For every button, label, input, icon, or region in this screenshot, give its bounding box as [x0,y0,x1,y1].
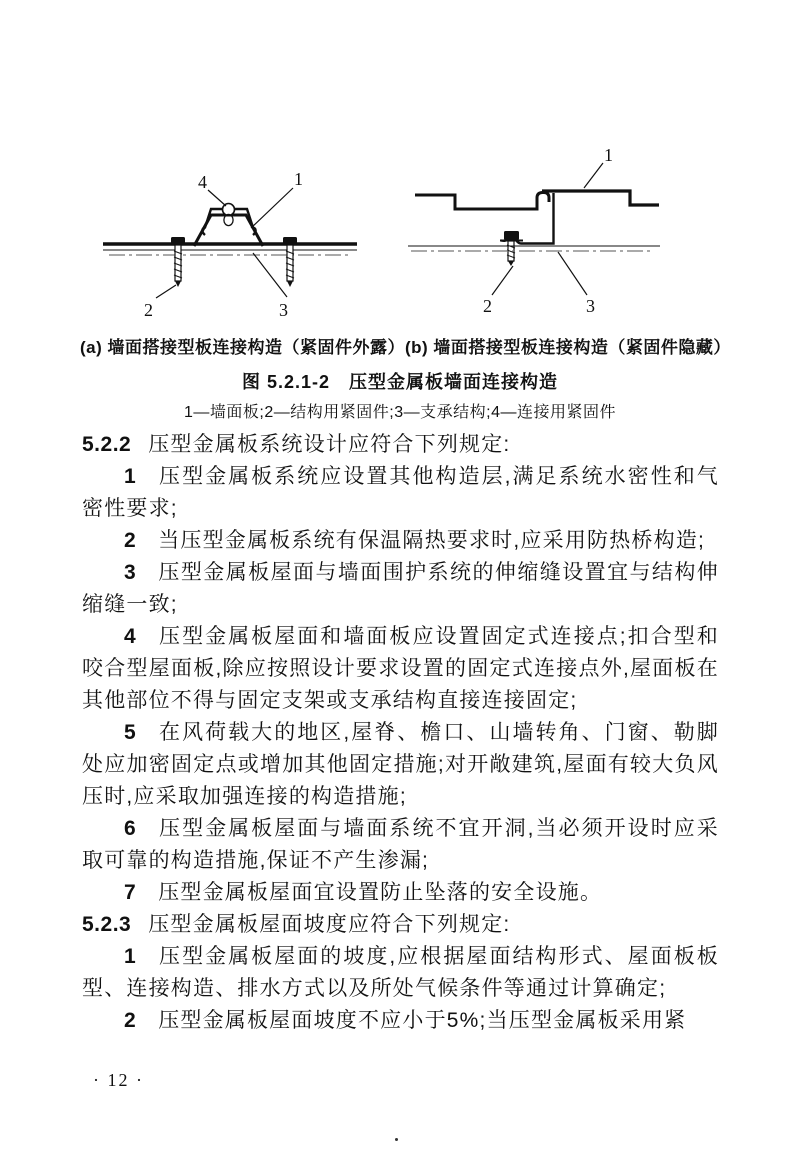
diagram-a-label-3: 3 [279,300,288,320]
clause-number: 5.2.2 [82,433,132,456]
diagram-hidden-fastener [403,135,723,322]
item-number: 7 [124,881,137,904]
item-number: 2 [124,1009,137,1032]
scan-artifact-dot [395,1138,398,1141]
clause-item [82,1005,719,1037]
clause-item [82,877,719,909]
item-number: 4 [124,625,137,648]
figure-captions [80,333,731,358]
diagram-b-label-3: 3 [586,296,595,316]
item-number: 2 [124,529,137,552]
clause-item [82,941,719,1005]
clause-item [82,525,719,557]
item-text: 压型金属板屋面与墙面系统不宜开洞,当必须开设时应采取可靠的构造措施,保证不产生渗漏; [82,817,719,872]
leader-line [253,253,287,297]
clause-text: 压型金属板屋面坡度应符合下列规定: [148,913,511,936]
figure-title: 图 5.2.1-2 压型金属板墙面连接构造 [241,372,559,392]
clause-item [82,813,719,877]
clause-item [82,621,719,717]
clause-item [82,461,719,525]
caption-a: (a) 墙面搭接型板连接构造（紧固件外露） [80,338,405,357]
diagram-exposed-fastener [95,140,365,322]
diagram-a-label-4: 4 [198,172,207,192]
clause-item [82,717,719,813]
item-number: 3 [124,561,137,584]
item-text: 当压型金属板系统有保温隔热要求时,应采用防热桥构造; [158,529,706,552]
panel-rib [194,215,263,246]
structural-screw-hidden [500,231,523,266]
diagram-b-label-2: 2 [483,296,492,316]
leader-line [251,188,293,228]
leader-line [492,266,513,295]
leader-line [558,252,587,295]
structural-screw-right [283,237,297,287]
diagram-a-label-1: 1 [294,169,303,189]
caption-b: (b) 墙面搭接型板连接构造（紧固件隐藏） [405,338,731,357]
body-text [82,429,719,1037]
clause-item [82,557,719,621]
page-number: · 12 · [93,1070,144,1090]
figure-legend: 1—墙面板;2—结构用紧固件;3—支承结构;4—连接用紧固件 [184,404,616,421]
item-text: 在风荷载大的地区,屋脊、檐口、山墙转角、门窗、勒脚处应加密固定点或增加其他固定措施;对开敞建筑,屋面有较大负风压时,应采取加强连接的构造措施; [82,721,719,808]
item-text: 压型金属板屋面宜设置防止坠落的安全设施。 [158,881,603,904]
item-text: 压型金属板屋面与墙面围护系统的伸缩缝设置宜与结构伸缩缝一致; [82,561,719,616]
left-panel [415,193,549,210]
item-text: 压型金属板屋面和墙面板应设置固定式连接点;扣合型和咬合型屋面板,除应按照设计要求设置的固定式连接点外,屋面板在其他部位不得与固定支架或支承结构直接连接固定; [82,625,719,712]
item-number: 6 [124,817,137,840]
diagram-b-label-1: 1 [604,145,613,165]
clause-5-2-3 [82,909,719,941]
clause-5-2-2 [82,429,719,461]
item-number: 1 [124,465,137,488]
item-text: 压型金属板屋面坡度不应小于5%;当压型金属板采用紧 [158,1009,687,1032]
diagram-a-label-2: 2 [144,300,153,320]
item-number: 5 [124,721,137,744]
clause-text: 压型金属板系统设计应符合下列规定: [148,433,511,456]
connection-fastener [223,204,235,216]
leader-line [584,163,603,188]
item-number: 1 [124,945,137,968]
structural-screw-left [171,237,185,287]
right-panel [542,191,659,205]
item-text: 压型金属板屋面的坡度,应根据屋面结构形式、屋面板板型、连接构造、排水方式以及所处气候条件等通过计算确定; [82,945,719,1000]
clause-number: 5.2.3 [82,913,132,936]
leader-line [156,285,176,298]
item-text: 压型金属板系统应设置其他构造层,满足系统水密性和气密性要求; [82,465,719,520]
leader-line [208,190,226,206]
